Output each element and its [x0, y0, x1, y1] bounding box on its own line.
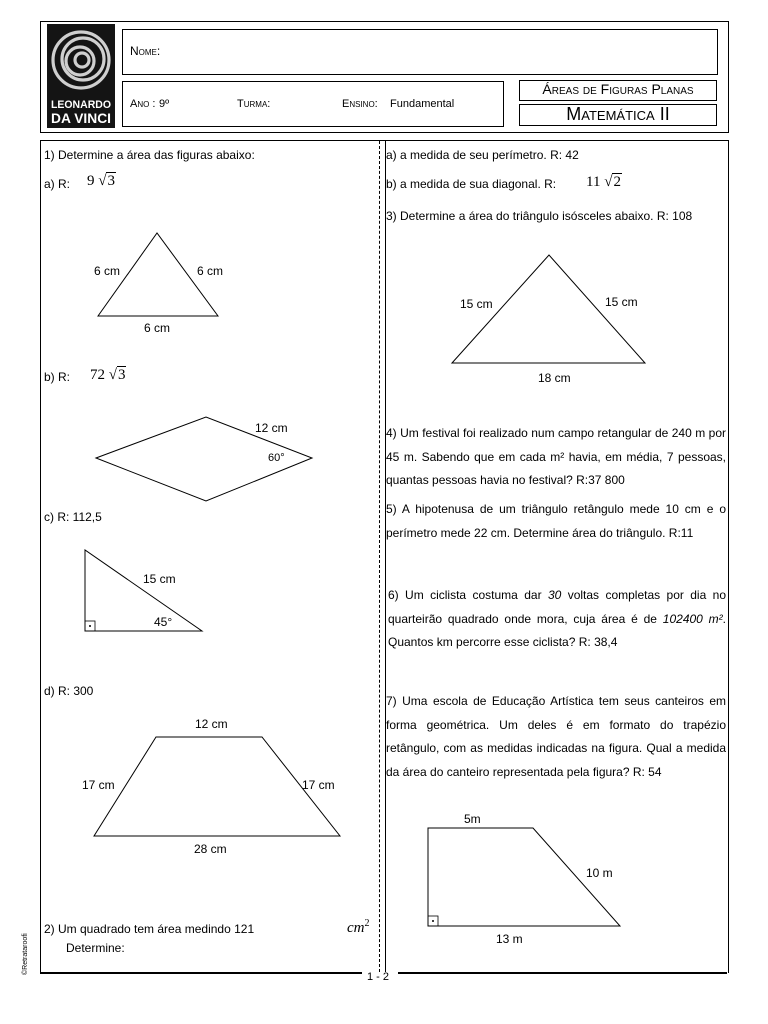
answer-b-coef: 72	[90, 367, 105, 383]
right-triangle-shape	[85, 550, 202, 631]
fig-b-angle-label: 60°	[268, 452, 285, 464]
question-5: 5) A hipotenusa de um triângulo retângulo mede 10 cm e o perímetro mede 22 cm. Determine área do triângulo. R:11	[386, 502, 726, 540]
question-3: 3) Determine a área do triângulo isósceles abaixo. R: 108	[386, 209, 693, 223]
answer-a-coef: 9	[87, 173, 95, 189]
figure-7-right-trapezoid	[420, 808, 630, 950]
question-2-unit: $cm^2$	[347, 918, 370, 936]
question-2-exponent: 2	[364, 918, 370, 929]
question-6: 6) Um ciclista costuma dar 30 voltas completas por dia no quarteirão quadrado onde mora, cuja área é de 102400 m². Quantos km percorre esse ciclista? R: 38,4	[388, 588, 727, 649]
question-2-determine: Determine:	[66, 941, 125, 955]
page-number: 1 - 2	[367, 971, 390, 983]
fig-7-top-label: 5m	[464, 812, 481, 826]
class-label: Turma:	[237, 98, 271, 110]
sqrt-icon: √	[105, 367, 117, 383]
column-divider-2	[385, 141, 386, 972]
fig-b-side-label: 12 cm	[255, 421, 288, 435]
answer-b-label: b) R:	[44, 370, 71, 384]
fig-d-left-label: 17 cm	[82, 778, 115, 792]
name-field[interactable]	[122, 29, 718, 75]
fig-c-hyp-label: 15 cm	[143, 572, 176, 586]
question-7: 7) Uma escola de Educação Artística tem seus canteiros em forma geométrica. Um deles é em formato do trapézio retângulo, com as medidas indicadas na figura. Qual a medida da área do canteiro representada pela figura? R: 54	[386, 694, 726, 779]
credit-text: ©Retrataroofi	[22, 933, 29, 975]
answer-a-radicand: 3	[107, 173, 115, 189]
fig-7-base-label: 13 m	[496, 932, 523, 946]
fig-d-top-label: 12 cm	[195, 717, 228, 731]
footer-line-left	[40, 972, 362, 974]
column-divider	[379, 141, 380, 972]
figure-a-triangle	[80, 225, 250, 340]
question-1: 1) Determine a área das figuras abaixo:	[44, 148, 255, 162]
logo	[47, 24, 115, 128]
spiral-logo-icon	[47, 24, 115, 128]
fig-d-right-label: 17 cm	[302, 778, 335, 792]
fig-3-left-label: 15 cm	[460, 297, 493, 311]
question-2: 2) Um quadrado tem área medindo 121	[44, 922, 255, 936]
sqrt-icon: √	[600, 174, 613, 190]
logo-line2: DA VINCI	[51, 110, 111, 126]
level-label: Ensino:	[342, 98, 378, 110]
question-6-area: 102400 m²	[662, 611, 723, 626]
level-value[interactable]: Fundamental	[390, 98, 455, 110]
fig-a-base-label: 6 cm	[144, 321, 171, 335]
question-4: 4) Um festival foi realizado num campo retangular de 240 m por 45 m. Sabendo que em cada m² havia, em média, 7 pessoas, quantas pessoas havia no festival? R:37 800	[386, 426, 726, 487]
answer-a-value	[87, 173, 116, 190]
figure-b-rhombus	[90, 410, 320, 510]
fig-3-base-label: 18 cm	[538, 371, 571, 385]
subject-title: Matemática II	[566, 104, 670, 124]
question-6-laps: 30	[547, 588, 562, 602]
fig-7-slant-label: 10 m	[586, 866, 613, 880]
square-diagonal-value: 11 √2	[586, 174, 621, 190]
answer-b-value	[90, 367, 126, 384]
fig-d-base-label: 28 cm	[194, 842, 227, 856]
figure-d-trapezoid	[75, 712, 375, 862]
answer-b-radicand: 3	[117, 367, 126, 383]
sqrt-icon: √	[94, 173, 107, 189]
answer-d: d) R: 300	[44, 684, 94, 698]
figure-3-triangle	[440, 245, 660, 390]
logo-line1: LEONARDO	[51, 99, 112, 111]
square-diagonal-label: b) a medida de sua diagonal. R:	[386, 177, 557, 191]
answer-c: c) R: 112,5	[44, 510, 102, 524]
year-value[interactable]: 9º	[159, 98, 170, 110]
fig-3-right-label: 15 cm	[605, 295, 638, 309]
answer-a-label: a) R:	[44, 177, 71, 191]
topic-title: Áreas de Figuras Planas	[542, 81, 694, 97]
fig-a-right-label: 6 cm	[197, 264, 224, 278]
square-perimeter: a) a medida de seu perímetro. R: 42	[386, 148, 579, 162]
year-label: Ano :	[130, 98, 156, 110]
footer-line-right	[398, 972, 727, 974]
fig-a-left-label: 6 cm	[94, 264, 121, 278]
name-label: Nome:	[130, 44, 161, 58]
figure-c-right-triangle	[80, 545, 210, 635]
fig-c-angle-label: 45°	[154, 615, 173, 629]
